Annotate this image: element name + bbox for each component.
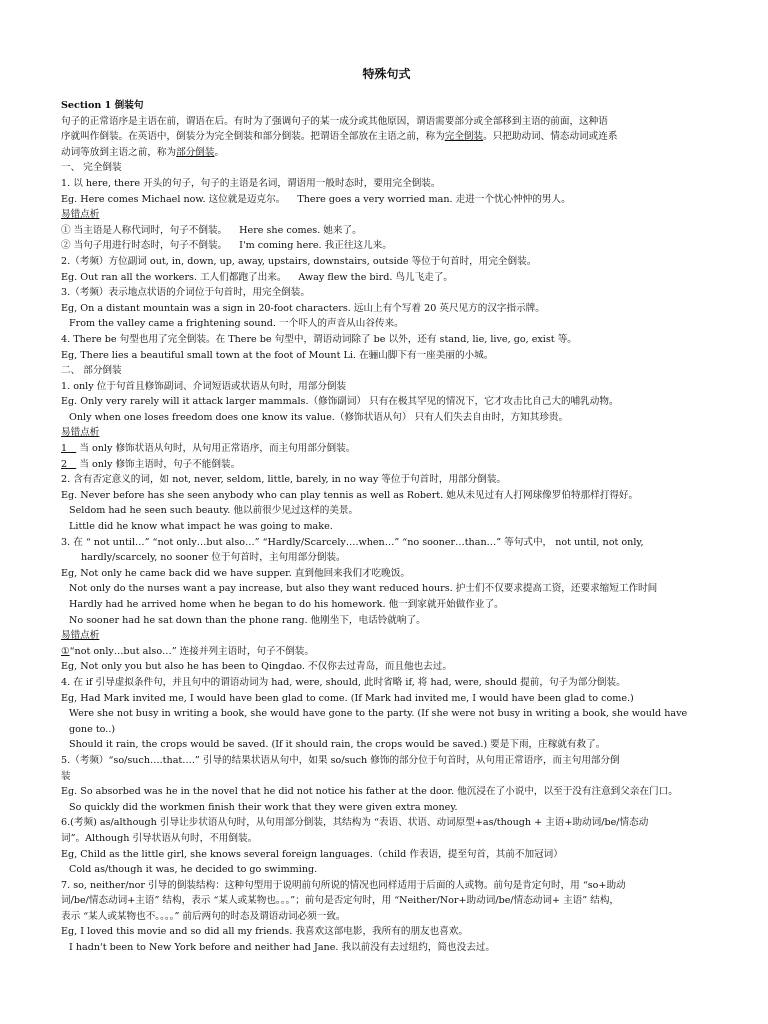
example-line: Cold as/though it was, he decided to go swimming. [69, 864, 318, 876]
example-line: Eg. So absorbed was he in the novel that he did not notice his father at the door. 他沉浸在了小说中，以至于没有注意到父亲在门口。 [61, 786, 678, 798]
example-line: Eg, Had Mark invited me, I would have been glad to come. (If Mark had invited me, I would have been glad to come.) [61, 692, 634, 704]
rule-line: 3. 在 “ not until…” “not only…but also…” “Hardly/Scarcely….when…” “no sooner…than…” 等句式中， not until, not only, [61, 536, 644, 548]
example-line: Should it rain, the crops would be saved. (If it should rain, the crops would be saved.) 要是下雨，庄稼就有救了。 [69, 739, 606, 751]
tip-line: 1 当 only 修饰状语从句时，从句用正常语序，而主句用部分倒装。 [61, 443, 356, 455]
example-line: No sooner had he sat down than the phone rang. 他刚坐下，电话铃就响了。 [69, 614, 426, 626]
example-line: Eg, Not only he came back did we have supper. 直到他回来我们才吃晚饭。 [61, 567, 410, 579]
page-title: 特殊句式 [362, 67, 411, 81]
example-line: Eg, On a distant mountain was a sign in 20-foot characters. 远山上有个写着 20 英尺见方的汉字指示牌。 [61, 302, 545, 314]
tip-line: ① 当主语是人称代词时，句子不倒装。 Here she comes. 她来了。 [61, 224, 362, 236]
tip-line: ①“not only…but also…” 连接并列主语时，句子不倒装。 [61, 645, 314, 657]
example-line: Seldom had he seen such beauty. 他以前很少见过这样的美景。 [69, 505, 359, 517]
example-line: Eg, Not only you but also he has been to Qingdao. 不仅你去过青岛，而且他也去过。 [61, 661, 452, 673]
example-line: Eg. Out ran all the workers. 工人们都跑了出来。 Away flew the bird. 鸟儿飞走了。 [61, 271, 454, 283]
example-line: Eg, There lies a beautiful small town at the foot of Mount Li. 在骊山脚下有一座美丽的小城。 [61, 349, 494, 361]
example-line: Only when one loses freedom does one know its value.（修饰状语从句） 只有人们失去自由时，方知其珍贵。 [69, 411, 569, 423]
example-line: From the valley came a frightening sound. 一个吓人的声音从山谷传来。 [69, 318, 404, 330]
rule-line: 4. 在 if 引导虚拟条件句，并且句中的谓语动词为 had, were, should, 此时省略 if, 将 had, were, should 提前，句子为部分倒装。 [61, 676, 626, 688]
example-line: Were she not busy in writing a book, she would have gone to the party. (If she were not busy in writing a book, she would have gone to..) [69, 708, 688, 735]
rule-line: 表示 “某人或某物也不。。。。” 前后两句的时态及谓语动词必须一致。 [61, 910, 346, 922]
rule-line: 1. 以 here, there 开头的句子，句子的主语是名词，谓语用一般时态时，要用完全倒装。 [61, 177, 441, 189]
rule-line: 1. only 位于句首且修饰副词、介词短语或状语从句时，用部分倒装 [61, 380, 347, 392]
intro-line: 句子的正常语序是主语在前，谓语在后。有时为了强调句子的某一成分或其他原因，谓语需要部分或全部移到主语的前面，这种语 [61, 115, 608, 127]
rule-line: 词”。Although 引导状语从句时，不用倒装。 [61, 832, 258, 844]
subsection-heading: 二、 部分倒装 [61, 365, 122, 377]
rule-line: 6.(考频) as/although 引导让步状语从句时，从句用部分倒装，其结构为 “表语、状语、动词原型+as/though + 主语+助动词/be/情态动 [61, 817, 649, 829]
example-line: Eg. Never before has she seen anybody who can play tennis as well as Robert. 她从未见过有人打网球像罗伯特那样打得好。 [61, 489, 639, 501]
rule-line: hardly/scarcely, no sooner 位于句首时，主句用部分倒装。 [81, 552, 346, 564]
tips-heading: 易错点析 [61, 630, 100, 642]
intro-line: 序就叫作倒装。在英语中，倒装分为完全倒装和部分倒装。把谓语全部放在主语之前，称为完全倒装。只把助动词、情态动词或连系 [61, 131, 618, 143]
example-line: I hadn't been to New York before and neither had Jane. 我以前没有去过纽约，简也没去过。 [69, 942, 495, 954]
example-line: Hardly had he arrived home when he began to do his homework. 他一到家就开始做作业了。 [69, 599, 504, 610]
tip-line: ② 当句子用进行时态时，句子不倒装。 I'm coming here. 我正往这儿来。 [61, 240, 392, 252]
subsection-heading: 一、 完全倒装 [61, 162, 122, 174]
example-line: So quickly did the workmen finish their work that they were given extra money. [69, 801, 458, 813]
rule-line: 2.（考频）方位副词 out, in, down, up, away, upstairs, downstairs, outside 等位于句首时，用完全倒装。 [61, 255, 537, 267]
example-line: Eg, Child as the little girl, she knows several foreign languages.（child 作表语，提至句首，其前不加冠词） [61, 848, 563, 860]
rule-line: 3.（考频）表示地点状语的介词位于句首时，用完全倒装。 [61, 287, 310, 299]
section-heading: Section 1 倒装句 [61, 100, 144, 111]
tip-line: 2 当 only 修饰主语时，句子不能倒装。 [61, 458, 241, 470]
example-line: Eg. Here comes Michael now. 这位就是迈克尔。 There goes a very worried man. 走进一个忧心忡忡的男人。 [61, 193, 571, 205]
term-full-inversion: 完全倒装 [444, 131, 484, 143]
intro-line: 动词等放到主语之前，称为部分倒装。 [61, 146, 225, 158]
example-line: Eg. Only very rarely will it attack larger mammals.（修饰副词） 只有在极其罕见的情况下，它才攻击比自己大的哺乳动物。 [61, 396, 619, 408]
rule-line: 2. 含有否定意义的词，如 not, never, seldom, little, barely, in no way 等位于句首时，用部分倒装。 [61, 474, 507, 486]
rule-line: 装 [61, 770, 71, 782]
tips-heading: 易错点析 [61, 427, 100, 439]
example-line: Not only do the nurses want a pay increase, but also they want reduced hours. 护士们不仅要求提高工资，还要求缩短工作时间 [69, 583, 658, 595]
rule-line: 7. so, neither/nor 引导的倒装结构：这种句型用于说明前句所说的情况也同样适用于后面的人或物。前句是肯定句时，用 “so+助动 [61, 879, 626, 891]
example-line: Little did he know what impact he was going to make. [69, 521, 333, 533]
rule-line: 4. There be 句型也用了完全倒装。在 There be 句型中，谓语动词除了 be 以外，还有 stand, lie, live, go, exist 等。 [61, 333, 577, 345]
rule-line: 词/be/情态动词+主语” 结构，表示 “某人或某物也。。。”；前句是否定句时，用 “Neither/Nor+助动词/be/情态动词+ 主语” 结构， [61, 895, 620, 907]
term-partial-inversion: 部分倒装 [176, 146, 215, 158]
rule-line: 5.（考频）“so/such….that….” 引导的结果状语从句中，如果 so/such 修饰的部分位于句首时，从句用正常语序，而主句用部分倒 [61, 754, 620, 766]
example-line: Eg, I loved this movie and so did all my friends. 我喜欢这部电影，我所有的朋友也喜欢。 [61, 926, 469, 938]
tips-heading: 易错点析 [61, 209, 100, 221]
